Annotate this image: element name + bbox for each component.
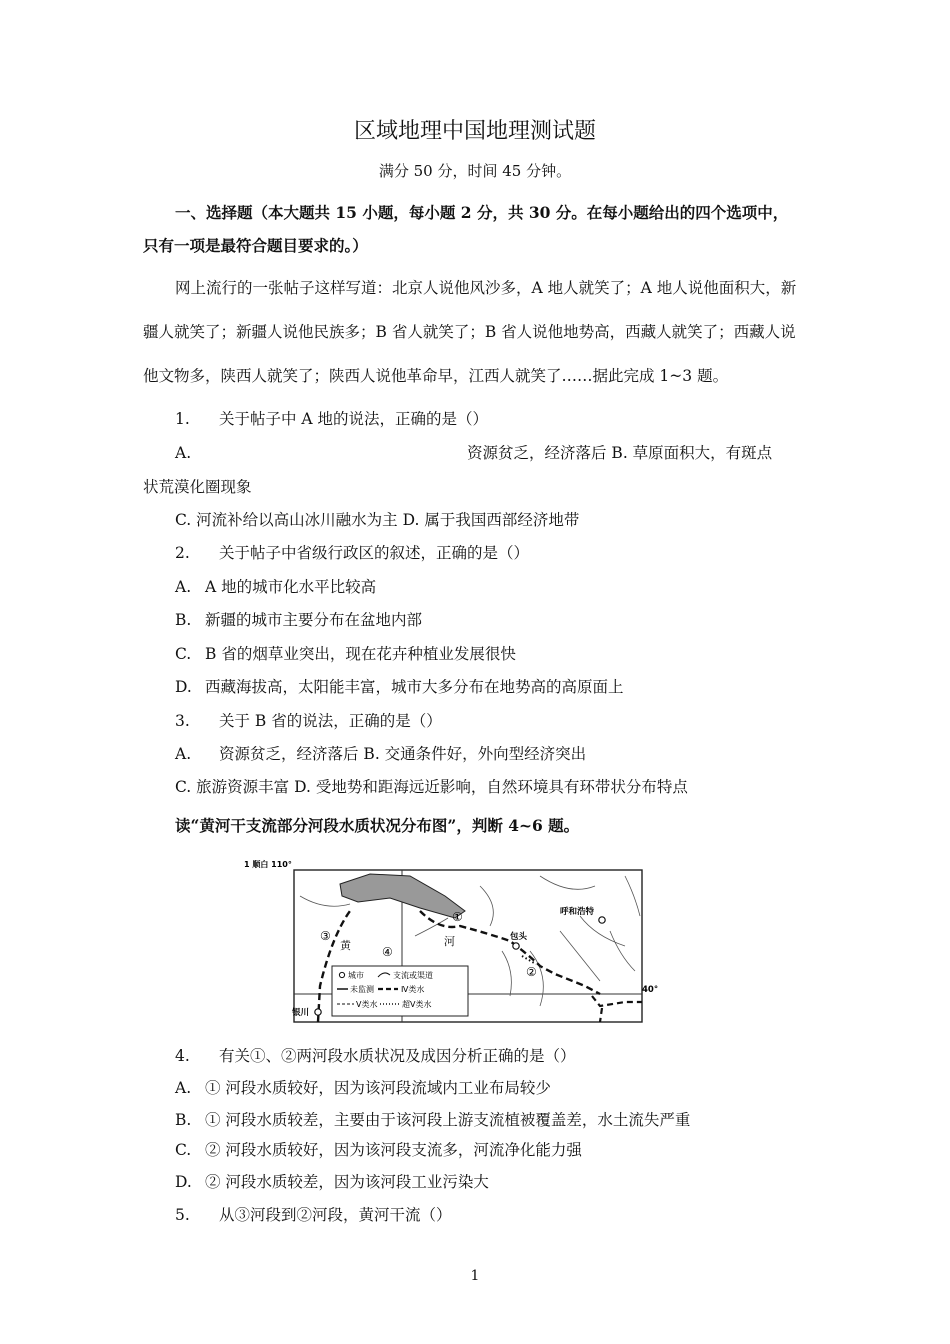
option-text: ② 河段水质较好，因为该河段支流多，河流净化能力强 — [205, 1141, 582, 1159]
option-label: D. — [175, 678, 192, 696]
q3-option-ab — [175, 744, 586, 764]
question-number: 5. — [175, 1206, 190, 1224]
section-heading-line1: 一、选择题（本大题共 15 小题，每小题 2 分，共 30 分。在每小题给出的四个选项中， — [175, 203, 789, 222]
city-yinchuan-marker — [315, 1009, 321, 1015]
q1-option-a-continued: 状荒漠化圈现象 — [143, 478, 252, 496]
legend-class5-text: Ⅴ类水 — [356, 1000, 378, 1009]
legend-unmonitored-text: 未监测 — [350, 985, 374, 994]
page-subtitle: 满分 50 分，时间 45 分钟。 — [378, 162, 572, 180]
q2-option-d — [175, 677, 624, 697]
question-number: 1. — [175, 410, 190, 428]
option-label: A. — [175, 578, 192, 596]
option-text: ① 河段水质较差，主要由于该河段上游支流植被覆盖差，水土流失严重 — [205, 1111, 691, 1129]
map-corner-label: 1 顺白 110° — [244, 860, 292, 869]
segment-4-label: ④ — [382, 945, 393, 959]
q1-option-a-text: 资源贫乏，经济落后 B. 草原面积大，有斑点 — [467, 444, 773, 462]
question-number: 2. — [175, 544, 190, 562]
section-heading-line2: 只有一项是最符合题目要求的。） — [143, 236, 368, 255]
page-title: 区域地理中国地理测试题 — [353, 119, 596, 144]
option-label: A. — [175, 745, 192, 763]
segment-2-label: ② — [526, 965, 537, 979]
question-3 — [175, 711, 442, 731]
question-5 — [175, 1205, 452, 1225]
legend-city-text: 城市 — [348, 971, 364, 980]
city-baotou-marker — [513, 943, 519, 949]
q4-option-b — [175, 1110, 690, 1130]
question-text: 关于帖子中 A 地的说法，正确的是（） — [219, 410, 489, 428]
page-number: 1 — [470, 1268, 480, 1284]
question-text: 关于帖子中省级行政区的叙述，正确的是（） — [219, 544, 530, 562]
q4-option-a — [175, 1078, 551, 1098]
city-hohhot-label: 呼和浩特 — [560, 907, 595, 917]
yellow-river-water-quality-map — [240, 856, 659, 1026]
river-char-huang: 黄 — [340, 939, 351, 952]
yellow-river-lower — [592, 996, 642, 1022]
option-text: A 地的城市化水平比较高 — [205, 578, 377, 596]
latitude-label: 40° — [642, 985, 659, 995]
intro-line-3: 他文物多，陕西人就笑了；陕西人说他革命早，江西人就笑了……据此完成 1~3 题。 — [143, 367, 729, 385]
option-label: D. — [175, 1173, 192, 1191]
q4-option-d — [175, 1172, 489, 1192]
q3-options-cd: C. 旅游资源丰富 D. 受地势和距海远近影响，自然环境具有环带状分布特点 — [175, 778, 688, 796]
intro-line-2: 疆人就笑了；新疆人说他民族多；B 省人就笑了；B 省人说他地势高，西藏人就笑了；西藏人说 — [143, 323, 796, 341]
option-text: 西藏海拔高，太阳能丰富，城市大多分布在地势高的高原面上 — [205, 678, 624, 696]
q2-option-b — [175, 610, 422, 630]
option-label: C. — [175, 645, 192, 663]
question-text: 关于 B 省的说法，正确的是（） — [219, 712, 442, 730]
question-2 — [175, 543, 529, 563]
option-label: B. — [175, 611, 192, 629]
question-text: 从③河段到②河段，黄河干流（） — [219, 1206, 452, 1224]
option-text: ① 河段水质较好，因为该河段流域内工业布局较少 — [205, 1079, 551, 1097]
option-text: 资源贫乏，经济落后 B. 交通条件好，外向型经济突出 — [219, 745, 587, 763]
option-label: A. — [175, 1079, 192, 1097]
option-label: C. — [175, 1141, 192, 1159]
segment-3-label: ③ — [320, 929, 331, 943]
q1-option-a-label: A. — [175, 444, 192, 462]
option-label: B. — [175, 1111, 192, 1129]
city-baotou-label: 包头 — [510, 932, 528, 942]
q1-options-cd: C. 河流补给以高山冰川融水为主 D. 属于我国西部经济地带 — [175, 511, 580, 529]
question-4 — [175, 1046, 576, 1066]
intro-line-1: 网上流行的一张帖子这样写道：北京人说他风沙多，A 地人就笑了；A 地人说他面积大，新 — [175, 279, 797, 297]
question-number: 4. — [175, 1047, 190, 1065]
question-number: 3. — [175, 712, 190, 730]
legend-tributary-text: 支流或渠道 — [393, 971, 433, 980]
city-hohhot-marker — [599, 917, 605, 923]
question-text: 有关①、②两河段水质状况及成因分析正确的是（） — [219, 1047, 576, 1065]
city-yinchuan-label: 银川 — [292, 1008, 310, 1018]
legend-city-symbol — [339, 972, 344, 977]
q2-option-c — [175, 644, 516, 664]
q2-option-a — [175, 577, 376, 597]
segment-1-label: ① — [452, 910, 463, 924]
legend-class4-text: Ⅳ类水 — [401, 985, 425, 994]
legend-over5-text: 超Ⅴ类水 — [402, 1000, 432, 1009]
map-intro: 读“黄河干支流部分河段水质状况分布图”，判断 4~6 题。 — [175, 816, 580, 835]
option-text: B 省的烟草业突出，现在花卉种植业发展很快 — [205, 645, 516, 663]
question-1 — [175, 409, 488, 429]
river-char-he: 河 — [444, 935, 455, 948]
option-text: 新疆的城市主要分布在盆地内部 — [205, 611, 423, 629]
q4-option-c — [175, 1140, 582, 1160]
option-text: ② 河段水质较差，因为该河段工业污染大 — [205, 1173, 489, 1191]
